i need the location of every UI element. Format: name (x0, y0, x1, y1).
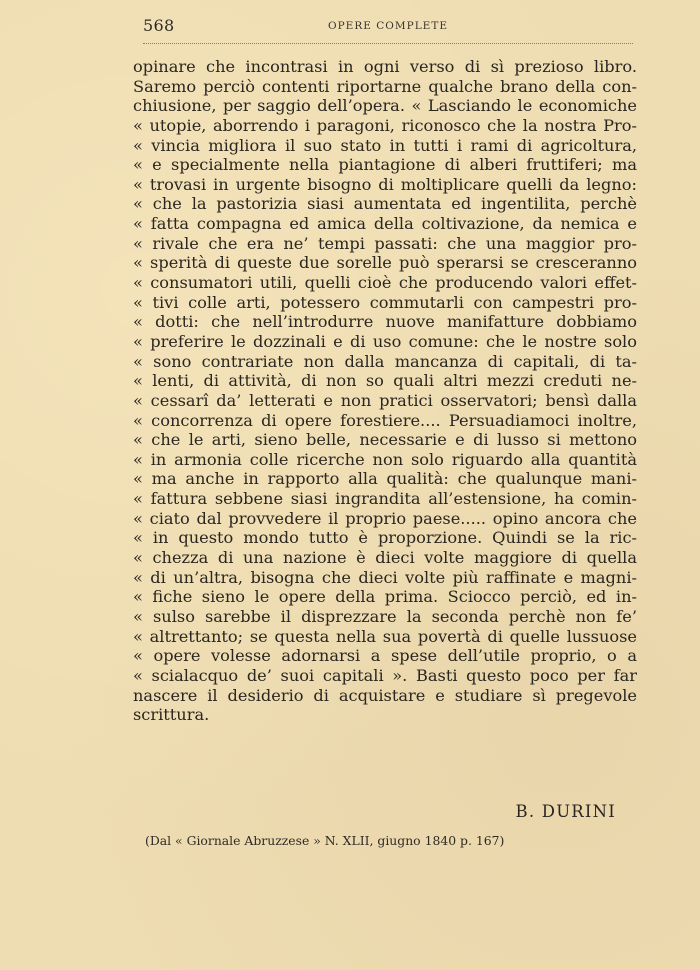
header-dotted-rule (143, 43, 633, 44)
text-line: « fatta compagna ed amica della coltivazione, da nemica e (133, 214, 637, 234)
text-line: « lenti, di attività, di non so quali altri mezzi creduti ne- (133, 371, 637, 391)
text-line: « in questo mondo tutto è proporzione. Quindi se la ric- (133, 528, 637, 548)
text-line: « opere volesse adornarsi a spese dell’utile proprio, o a (133, 646, 637, 666)
text-line: « concorrenza di opere forestiere.... Persuadiamoci inoltre, (133, 410, 637, 430)
source-citation: (Dal « Giornale Abruzzese » N. XLII, giugno 1840 p. 167) (145, 833, 505, 848)
text-line: « trovasi in urgente bisogno di moltiplicare quelli da legno: (133, 174, 637, 194)
text-line: « fattura sebbene siasi ingrandita all’estensione, ha comin- (133, 489, 637, 509)
text-line: « cessarî da’ letterati e non pratici osservatori; bensì dalla (133, 390, 637, 410)
text-line: « sperità di queste due sorelle può sperarsi se cresceranno (133, 253, 637, 273)
text-line: scrittura. (133, 705, 210, 725)
text-line: « che la pastorizia siasi aumentata ed ingentilita, perchè (133, 194, 637, 214)
text-line: « in armonia colle ricerche non solo riguardo alla quantità (133, 449, 637, 469)
text-line: « di un’altra, bisogna che dieci volte più raffinate e magni- (133, 567, 637, 587)
text-line: « dotti: che nell’introdurre nuove manifatture dobbiamo (133, 312, 637, 332)
text-line: « che le arti, sieno belle, necessarie e di lusso si mettono (133, 430, 637, 450)
text-line: « e specialmente nella piantagione di alberi fruttiferi; ma (133, 155, 637, 175)
text-line: « chezza di una nazione è dieci volte maggiore di quella (133, 548, 637, 568)
text-line: « fiche sieno le opere della prima. Sciocco perciò, ed in- (133, 587, 637, 607)
text-line: « rivale che era ne’ tempi passati: che una maggior pro- (133, 233, 637, 253)
text-line: opinare che incontrasi in ogni verso di sì prezioso libro. (133, 57, 637, 76)
text-line: « sulso sarebbe il disprezzare la seconda perchè non fe’ (133, 606, 637, 626)
text-line: « consumatori utili, quelli cioè che producendo valori effet- (133, 273, 637, 293)
text-line: « ma anche in rapporto alla qualità: che qualunque mani- (133, 469, 637, 489)
text-line: nascere il desiderio di acquistare e studiare sì pregevole (133, 685, 637, 705)
author-signature: B. DURINI (515, 802, 616, 821)
body-text (133, 57, 637, 725)
running-title: OPERE COMPLETE (327, 20, 448, 32)
text-line: « sono contrariate non dalla mancanza di capitali, di ta- (133, 351, 637, 371)
text-line: chiusione, per saggio dell’opera. « Lasciando le economiche (133, 96, 637, 116)
text-line: « scialacquo de’ suoi capitali ». Basti questo poco per far (133, 665, 637, 685)
text-line: « altrettanto; se questa nella sua povertà di quelle lussuose (133, 626, 637, 646)
text-line: Saremo perciò contenti riportarne qualche brano della con- (133, 76, 637, 96)
text-line: « preferire le dozzinali e di uso comune: che le nostre solo (133, 331, 637, 351)
page-number: 568 (143, 16, 175, 35)
text-line: « tivi colle arti, potessero commutarli con campestri pro- (133, 292, 637, 312)
page-header (143, 16, 633, 36)
text-line: « utopie, aborrendo i paragoni, riconosco che la nostra Pro- (133, 115, 637, 135)
text-line: « ciato dal provvedere il proprio paese..... opino ancora che (133, 508, 637, 528)
text-line: « vincia migliora il suo stato in tutti i rami di agricoltura, (133, 135, 637, 155)
